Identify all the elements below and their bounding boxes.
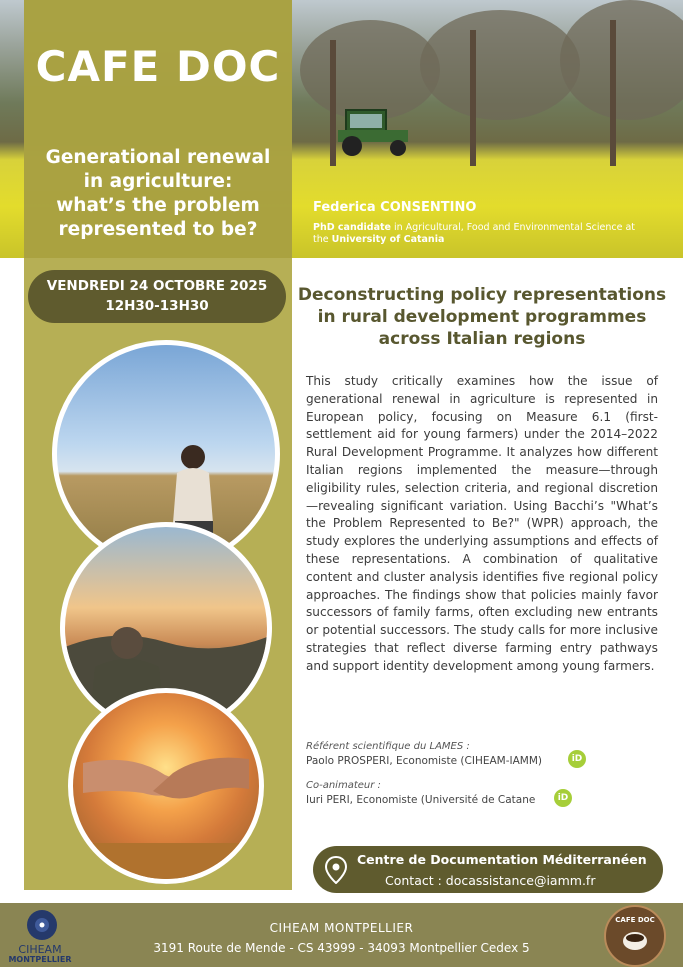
- cafe-doc-logo: [604, 905, 666, 967]
- ciheam-logo-subtext: MONTPELLIER: [8, 955, 72, 964]
- location-pin-icon: [325, 856, 347, 884]
- tree-canopy: [420, 10, 580, 120]
- date-badge: [28, 270, 286, 323]
- speaker-name: Federica CONSENTINO: [313, 200, 477, 215]
- tree-canopy: [560, 0, 683, 120]
- event-time: 12H30-13H30: [105, 298, 209, 314]
- speaker-role-middle: in Agricultural, Food and Environmental Science at the: [313, 222, 636, 245]
- footer: [0, 903, 683, 967]
- referent-value: Paolo PROSPERI, Economiste (CIHEAM-IAMM): [306, 755, 543, 767]
- event-title-line: Generational renewal: [45, 147, 271, 168]
- speaker-role-prefix: PhD candidate: [313, 222, 391, 233]
- coanimator-value: Iuri PERI, Economiste (Université de Catane: [306, 794, 536, 806]
- orcid-icon[interactable]: iD: [554, 789, 572, 807]
- talk-title-line: Deconstructing policy representations: [297, 285, 667, 305]
- contact-organization: Centre de Documentation Méditerranéen: [357, 852, 647, 867]
- ciheam-logo-text: CIHEAM: [18, 943, 62, 956]
- contact-email[interactable]: Contact : docassistance@iamm.fr: [385, 873, 596, 888]
- footer-address: 3191 Route de Mende - CS 43999 - 34093 Montpellier Cedex 5: [153, 941, 530, 955]
- talk-title: [296, 284, 668, 350]
- coanimator-label: Co-animateur :: [306, 780, 381, 791]
- event-title: [24, 146, 292, 242]
- referent-label: Référent scientifique du LAMES :: [306, 741, 470, 752]
- event-date: VENDREDI 24 OCTOBRE 2025: [46, 278, 268, 294]
- talk-abstract: This study critically examines how the issue of generational renewal in agriculture is represented in European policy, focusing on Measure 6.1 (first-settlement aid for young farmers) under the 2014–2022 Rural Development Programme. It analyzes how different Italian regions implemented the measure—through eligibility rules, selection criteria, and regional discretion—revealing significant variation. Using Bacchi’s "What’s the Problem Represented to Be?" (WPR) approach, the study explores the underlying assumptions and effects of these representations. A combination of qualitative content and cluster analysis identifies five regional policy approaches. The findings show that policies mainly favor successors of family farms, often excluding new entrants or potential successors. The study calls for more inclusive strategies that reflect diverse farming entry pathways and support identity development among young farmers.: [306, 374, 658, 673]
- talk-title-line: across Italian regions: [378, 329, 586, 349]
- handshake-image: [73, 693, 259, 879]
- photo-handshake: [68, 688, 264, 884]
- event-title-line: what’s the problem: [56, 195, 260, 216]
- tree-trunk: [610, 20, 616, 166]
- talk-title-line: in rural development programmes: [317, 307, 647, 327]
- orcid-icon[interactable]: iD: [568, 750, 586, 768]
- event-title-line: in agriculture:: [83, 171, 233, 192]
- tractor-image: [328, 108, 418, 158]
- footer-institution: CIHEAM MONTPELLIER: [269, 921, 414, 935]
- speaker-university: University of Catania: [331, 234, 445, 245]
- tree-trunk: [470, 30, 476, 166]
- event-title-line: represented to be?: [58, 219, 258, 240]
- series-title: CAFE DOC: [35, 42, 281, 91]
- tree-canopy: [300, 20, 440, 120]
- cafe-doc-logo-text: CAFE DOC: [615, 916, 655, 924]
- speaker-role: [313, 222, 643, 246]
- contact-badge: [313, 846, 663, 893]
